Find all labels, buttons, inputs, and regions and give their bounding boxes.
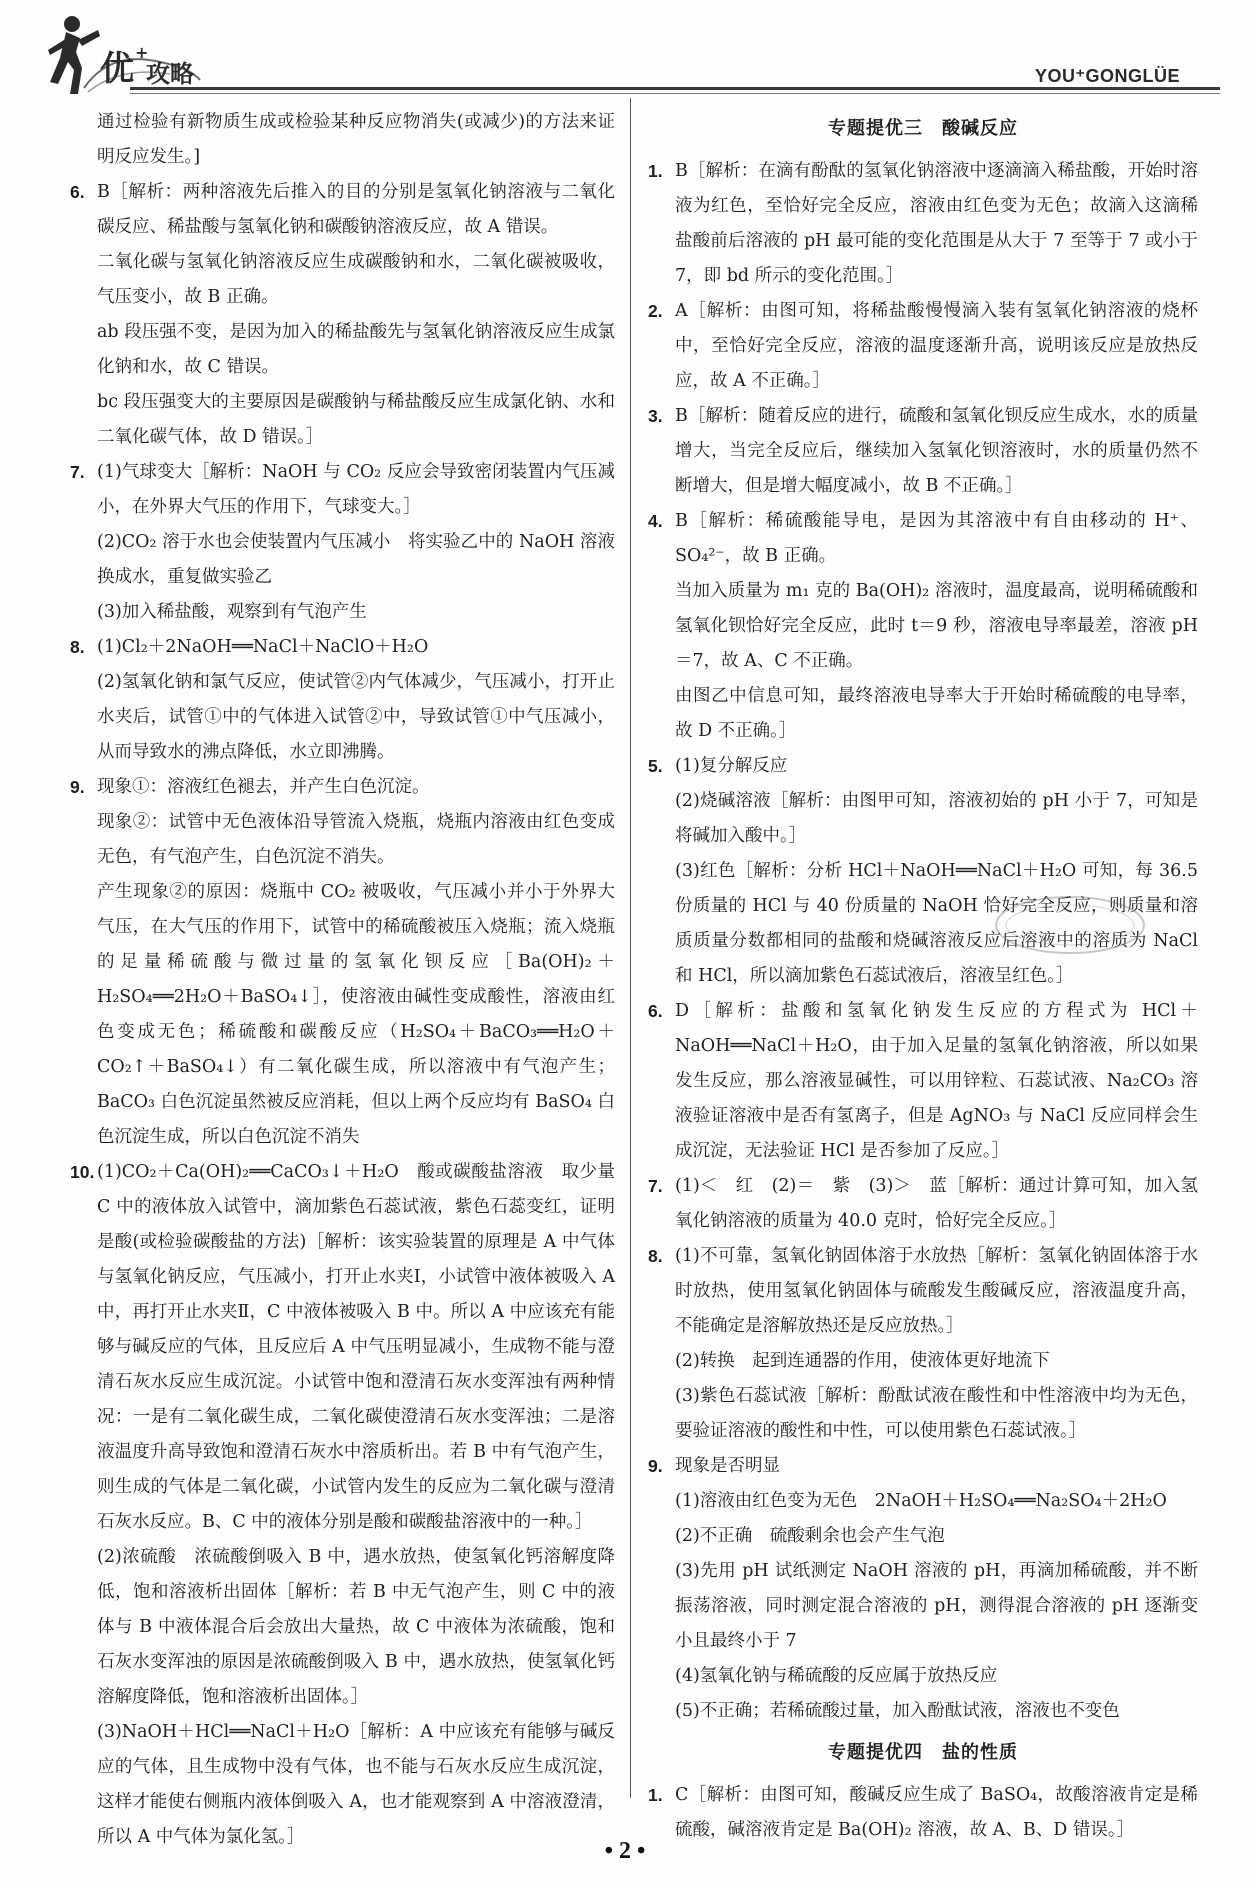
answer-number: 2. — [648, 301, 663, 321]
column-divider — [630, 98, 631, 1798]
answer-text: B［解析：随着反应的进行，硫酸和氢氧化钡反应生成水，水的质量增大，当完全反应后，继续加入氢氧化钡溶液时，水的质量仍然不断增大，但是增大幅度减小，故 B 不正确。］ — [675, 406, 1198, 496]
answer-text: (5)不正确；若稀硫酸过量，加入酚酞试液，溶液也不变色 — [675, 1701, 1120, 1721]
answer-text: (1)不可靠，氢氧化钠固体溶于水放热［解析：氢氧化钠固体溶于水时放热，使用氢氧化钠固体与硫酸发生酸碱反应，溶液温度升高，不能确定是溶解放热还是反应放热。］ — [675, 1246, 1198, 1336]
r-answer-7 — [648, 1169, 1198, 1239]
svg-text:优: 优 — [100, 49, 134, 89]
answer-text: B［解析：稀硫酸能导电，是因为其溶液中有自由移动的 H⁺、SO₄²⁻，故 B 正确。 — [675, 511, 1198, 566]
answer-text: (1)气球变大［解析：NaOH 与 CO₂ 反应会导致密闭装置内气压减小，在外界大气压的作用下，气球变大。］ — [97, 462, 615, 517]
r-answer-6 — [648, 994, 1198, 1169]
header-rule — [130, 87, 1220, 90]
page-number: • 2 • — [604, 1838, 646, 1864]
answer-number: 7. — [648, 1176, 663, 1196]
answer-number: 1. — [648, 161, 663, 181]
answer-text: 由图乙中信息可知，最终溶液电导率大于开始时稀硫酸的电导率，故 D 不正确。］ — [675, 686, 1198, 741]
r-answer-3 — [648, 399, 1198, 504]
answer-text: (1)＜ 红 (2)＝ 紫 (3)＞ 蓝［解析：通过计算可知，加入氢氧化钠溶液的质量为 40.0 克时，恰好完全反应。］ — [675, 1176, 1198, 1231]
answer-10 — [70, 1155, 615, 1855]
answer-text: (1)复分解反应 — [675, 756, 788, 776]
answer-number: 8. — [70, 637, 85, 657]
answer-text: (3)红色［解析：分析 HCl＋NaOH══NaCl＋H₂O 可知，每 36.5 份质量的 HCl 与 40 份质量的 NaOH 恰好完全反应，则质量和溶质质量分数都相同的盐酸和烧碱溶液反应后溶液中的溶质为 NaCl 和 HCl，所以滴加紫色石蕊试液后，溶液呈红色。］ — [675, 861, 1198, 986]
answer-text: B［解析：两种溶液先后推入的目的分别是氢氧化钠溶液与二氧化碳反应、稀盐酸与氢氧化钠和碳酸钠溶液反应，故 A 错误。 — [97, 182, 615, 237]
answer-text: 产生现象②的原因：烧瓶中 CO₂ 被吸收，气压减小并小于外界大气压，在大气压的作用下，试管中的稀硫酸被压入烧瓶；流入烧瓶的足量稀硫酸与微过量的氢氧化钡反应［Ba(OH)₂＋H₂SO₄══2H₂O＋BaSO₄↓］，使溶液由碱性变成酸性，溶液由红色变成无色；稀硫酸和碳酸反应（H₂SO₄＋BaCO₃══H₂O＋CO₂↑＋BaSO₄↓）有二氧化碳生成，所以溶液中有气泡产生；BaCO₃ 白色沉淀虽然被反应消耗，但以上两个反应均有 BaSO₄ 白色沉淀生成，所以白色沉淀不消失 — [97, 882, 615, 1147]
answer-text: (2)烧碱溶液［解析：由图甲可知，溶液初始的 pH 小于 7，可知是将碱加入酸中。］ — [675, 791, 1198, 846]
answer-text: (3)紫色石蕊试液［解析：酚酞试液在酸性和中性溶液中均为无色，要验证溶液的酸性和中性，可以使用紫色石蕊试液。］ — [675, 1386, 1198, 1441]
answer-text: bc 段压强变大的主要原因是碳酸钠与稀盐酸反应生成氯化钠、水和二氧化碳气体，故 D 错误。］ — [97, 392, 615, 447]
svg-text:+: + — [135, 43, 149, 62]
answer-number: 3. — [648, 406, 663, 426]
answer-text: B［解析：在滴有酚酞的氢氧化钠溶液中逐滴滴入稀盐酸，开始时溶液为红色，至恰好完全反应，溶液由红色变为无色；故滴入这滴稀盐酸前后溶液的 pH 最可能的变化范围是从大于 7 至等于 7 或小于 7，即 bd 所示的变化范围。］ — [675, 161, 1198, 286]
r-answer-9 — [648, 1449, 1198, 1729]
r-answer-1 — [648, 154, 1198, 294]
answer-8 — [70, 630, 615, 770]
answer-number: 8. — [648, 1246, 663, 1266]
answer-text: 二氧化碳与氢氧化钠溶液反应生成碳酸钠和水，二氧化碳被吸收，气压变小，故 B 正确。 — [97, 252, 615, 307]
answer-number: 1. — [648, 1785, 663, 1805]
answer-number: 4. — [648, 511, 663, 531]
answer-text: (2)转换 起到连通器的作用，使液体更好地流下 — [675, 1351, 1050, 1371]
answer-9 — [70, 770, 615, 1155]
header-rule-thin — [130, 93, 1220, 94]
right-column — [648, 105, 1198, 1848]
answer-text: (2)氢氧化钠和氯气反应，使试管②内气体减少，气压减小，打开止水夹后，试管①中的气体进入试管②中，导致试管①中气压减小，从而导致水的沸点降低，水立即沸腾。 — [97, 672, 615, 762]
answer-text: (3)加入稀盐酸，观察到有气泡产生 — [97, 602, 367, 622]
answer-number: 6. — [70, 182, 85, 202]
answer-text: 当加入质量为 m₁ 克的 Ba(OH)₂ 溶液时，温度最高，说明稀硫酸和氢氧化钡恰好完全反应，此时 t＝9 秒，溶液电导率最差，溶液 pH＝7，故 A、C 不正确。 — [675, 581, 1198, 671]
answer-text: A［解析：由图可知，将稀盐酸慢慢滴入装有氢氧化钠溶液的烧杯中，至恰好完全反应，溶液的温度逐渐升高，说明该反应是放热反应，故 A 不正确。］ — [675, 301, 1198, 391]
answer-text: (1)CO₂＋Ca(OH)₂══CaCO₃↓＋H₂O 酸或碳酸盐溶液 取少量 C 中的液体放入试管中，滴加紫色石蕊试液，紫色石蕊变红，证明是酸(或检验碳酸盐的方法)［解析：该实验装置的原理是 A 中气体与氢氧化钠反应，气压减小，打开止水夹Ⅰ，小试管中液体被吸入 A 中，再打开止水夹Ⅱ，C 中液体被吸入 B 中。所以 A 中应该充有能够与碱反应的气体，且反应后 A 中气压明显减小，生成物不能与澄清石灰水反应生成沉淀。小试管中饱和澄清石灰水变浑浊有两种情况：一是有二氧化碳生成，二氧化碳使澄清石灰水变浑浊；二是溶液温度升高导致饱和澄清石灰水中溶质析出。若 B 中有气泡产生，则生成的气体是二氧化碳，小试管内发生的反应为二氧化碳与澄清石灰水反应。B、C 中的液体分别是酸和碳酸盐溶液中的一种。］ — [97, 1162, 615, 1532]
r-answer-2 — [648, 294, 1198, 399]
answer-number: 9. — [70, 777, 85, 797]
answer-text: C［解析：由图可知，酸碱反应生成了 BaSO₄，故酸溶液肯定是稀硫酸，碱溶液肯定是 Ba(OH)₂ 溶液，故 A、B、D 错误。］ — [675, 1785, 1198, 1840]
answer-number: 9. — [648, 1456, 663, 1476]
answer-text: (1)溶液由红色变为无色 2NaOH＋H₂SO₄══Na₂SO₄＋2H₂O — [675, 1491, 1167, 1511]
answer-text: (2)不正确 硫酸剩余也会产生气泡 — [675, 1526, 945, 1546]
answer-7 — [70, 455, 615, 630]
answer-number: 10. — [70, 1162, 95, 1182]
answer-number: 7. — [70, 462, 85, 482]
answer-text: 现象是否明显 — [675, 1456, 780, 1476]
answer-text: ab 段压强不变，是因为加入的稀盐酸先与氢氧化钠溶液反应生成氯化钠和水，故 C 错误。 — [97, 322, 615, 377]
stamp-icon — [990, 890, 1150, 960]
continued-answer: 通过检验有新物质生成或检验某种反应物消失(或减少)的方法来证明反应发生。] — [97, 112, 615, 167]
answer-text: (3)先用 pH 试纸测定 NaOH 溶液的 pH，再滴加稀硫酸，并不断振荡溶液，同时测定混合溶液的 pH，测得混合溶液的 pH 逐渐变小且最终小于 7 — [675, 1561, 1198, 1651]
header-brand-text: YOU⁺GONGLÜE — [1034, 66, 1180, 86]
answer-text: 现象②：试管中无色液体沿导管流入烧瓶，烧瓶内溶液由红色变成无色，有气泡产生，白色沉淀不消失。 — [97, 812, 615, 867]
r-answer-8 — [648, 1239, 1198, 1449]
answer-text: (4)氢氧化钠与稀硫酸的反应属于放热反应 — [675, 1666, 998, 1686]
left-column — [70, 105, 615, 1855]
section-title: 专题提优四 盐的性质 — [828, 1742, 1018, 1763]
answer-text: (3)NaOH＋HCl══NaCl＋H₂O［解析：A 中应该充有能够与碱反应的气体，且生成物中没有气体，也不能与石灰水反应生成沉淀，这样才能使右侧瓶内液体倒吸入 A，也才能观察到 A 中溶液澄清，所以 A 中气体为氯化氢。］ — [97, 1722, 615, 1847]
answer-number: 5. — [648, 756, 663, 776]
page-header — [40, 10, 1180, 105]
answer-6 — [70, 175, 615, 455]
svg-text:攻略: 攻略 — [146, 60, 194, 88]
answer-number: 6. — [648, 1001, 663, 1021]
answer-text: 现象①：溶液红色褪去，并产生白色沉淀。 — [97, 777, 430, 797]
answer-text: (2)CO₂ 溶于水也会使装置内气压减小 将实验乙中的 NaOH 溶液换成水，重复做实验乙 — [97, 532, 615, 587]
answer-text: D［解析：盐酸和氢氧化钠发生反应的方程式为 HCl＋NaOH══NaCl＋H₂O，由于加入足量的氢氧化钠溶液，所以如果发生反应，那么溶液显碱性，可以用锌粒、石蕊试液、Na₂CO₃ 溶液验证溶液中是否有氢离子，但是 AgNO₃ 与 NaCl 反应同样会生成沉淀，无法验证 HCl 是否参加了反应。］ — [675, 1001, 1198, 1161]
answer-text: (2)浓硫酸 浓硫酸倒吸入 B 中，遇水放热，使氢氧化钙溶解度降低，饱和溶液析出固体［解析：若 B 中无气泡产生，则 C 中的液体与 B 中液体混合后会放出大量热，故 C 中液体为浓硫酸，饱和石灰水变浑浊的原因是浓硫酸倒吸入 B 中，遇水放热，使氢氧化钙溶解度降低，饱和溶液析出固体。］ — [97, 1547, 615, 1707]
answer-text: (1)Cl₂＋2NaOH══NaCl＋NaClO＋H₂O — [97, 637, 429, 657]
section-title: 专题提优三 酸碱反应 — [828, 118, 1018, 139]
r-answer-4 — [648, 504, 1198, 749]
